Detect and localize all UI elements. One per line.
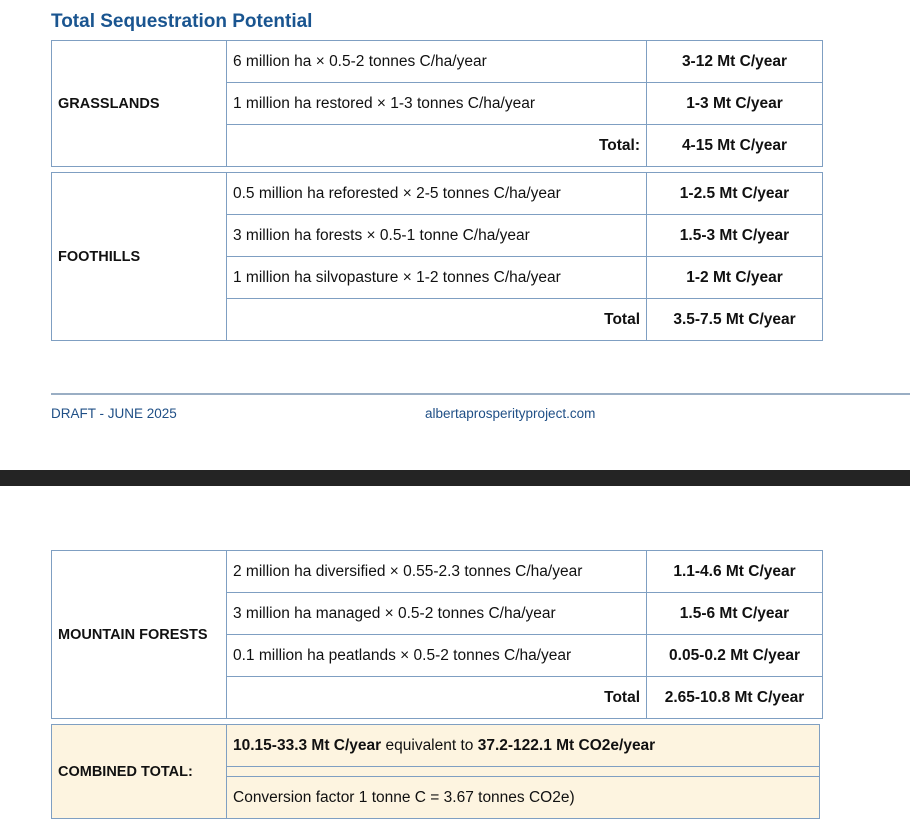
equivalent-text: equivalent to — [381, 736, 478, 754]
footer-website-link[interactable]: albertaprosperityproject.com — [425, 406, 596, 421]
total-label: Total: — [227, 125, 647, 167]
total-value: 3.5-7.5 Mt C/year — [647, 299, 823, 341]
mountain-forests-table — [51, 550, 823, 719]
row-description: 1 million ha restored × 1-3 tonnes C/ha/year — [227, 83, 647, 125]
foothills-table — [51, 172, 823, 341]
footer-draft-date: DRAFT - JUNE 2025 — [51, 406, 177, 421]
table-row — [52, 173, 823, 215]
section-heading: Total Sequestration Potential — [51, 11, 313, 32]
total-label: Total — [227, 299, 647, 341]
combined-total-table — [51, 724, 820, 819]
row-value: 1-3 Mt C/year — [647, 83, 823, 125]
row-value: 3-12 Mt C/year — [647, 41, 823, 83]
combined-summary — [227, 725, 820, 767]
page-break — [0, 470, 910, 486]
row-description: 1 million ha silvopasture × 1-2 tonnes C/ha/year — [227, 257, 647, 299]
category-label: COMBINED TOTAL: — [52, 725, 227, 819]
table-row — [52, 725, 820, 767]
row-description: 3 million ha forests × 0.5-1 tonne C/ha/year — [227, 215, 647, 257]
row-value: 1-2 Mt C/year — [647, 257, 823, 299]
table-row — [52, 41, 823, 83]
row-description: 2 million ha diversified × 0.55-2.3 tonnes C/ha/year — [227, 551, 647, 593]
total-value: 4-15 Mt C/year — [647, 125, 823, 167]
total-label: Total — [227, 677, 647, 719]
row-value: 0.05-0.2 Mt C/year — [647, 635, 823, 677]
row-description: 6 million ha × 0.5-2 tonnes C/ha/year — [227, 41, 647, 83]
spacer-cell — [227, 767, 820, 777]
row-value: 1.5-3 Mt C/year — [647, 215, 823, 257]
category-label: MOUNTAIN FORESTS — [52, 551, 227, 719]
carbon-total: 10.15-33.3 Mt C/year — [233, 736, 382, 754]
grasslands-table — [51, 40, 823, 167]
row-value: 1.5-6 Mt C/year — [647, 593, 823, 635]
row-value: 1.1-4.6 Mt C/year — [647, 551, 823, 593]
category-label: GRASSLANDS — [52, 41, 227, 167]
row-description: 0.1 million ha peatlands × 0.5-2 tonnes C/ha/year — [227, 635, 647, 677]
table-row — [52, 551, 823, 593]
total-value: 2.65-10.8 Mt C/year — [647, 677, 823, 719]
row-value: 1-2.5 Mt C/year — [647, 173, 823, 215]
row-description: 3 million ha managed × 0.5-2 tonnes C/ha/year — [227, 593, 647, 635]
conversion-factor: Conversion factor 1 tonne C = 3.67 tonnes CO2e) — [227, 777, 820, 819]
row-description: 0.5 million ha reforested × 2-5 tonnes C/ha/year — [227, 173, 647, 215]
footer-divider — [51, 393, 910, 395]
category-label: FOOTHILLS — [52, 173, 227, 341]
co2e-total: 37.2-122.1 Mt CO2e/year — [477, 736, 656, 754]
